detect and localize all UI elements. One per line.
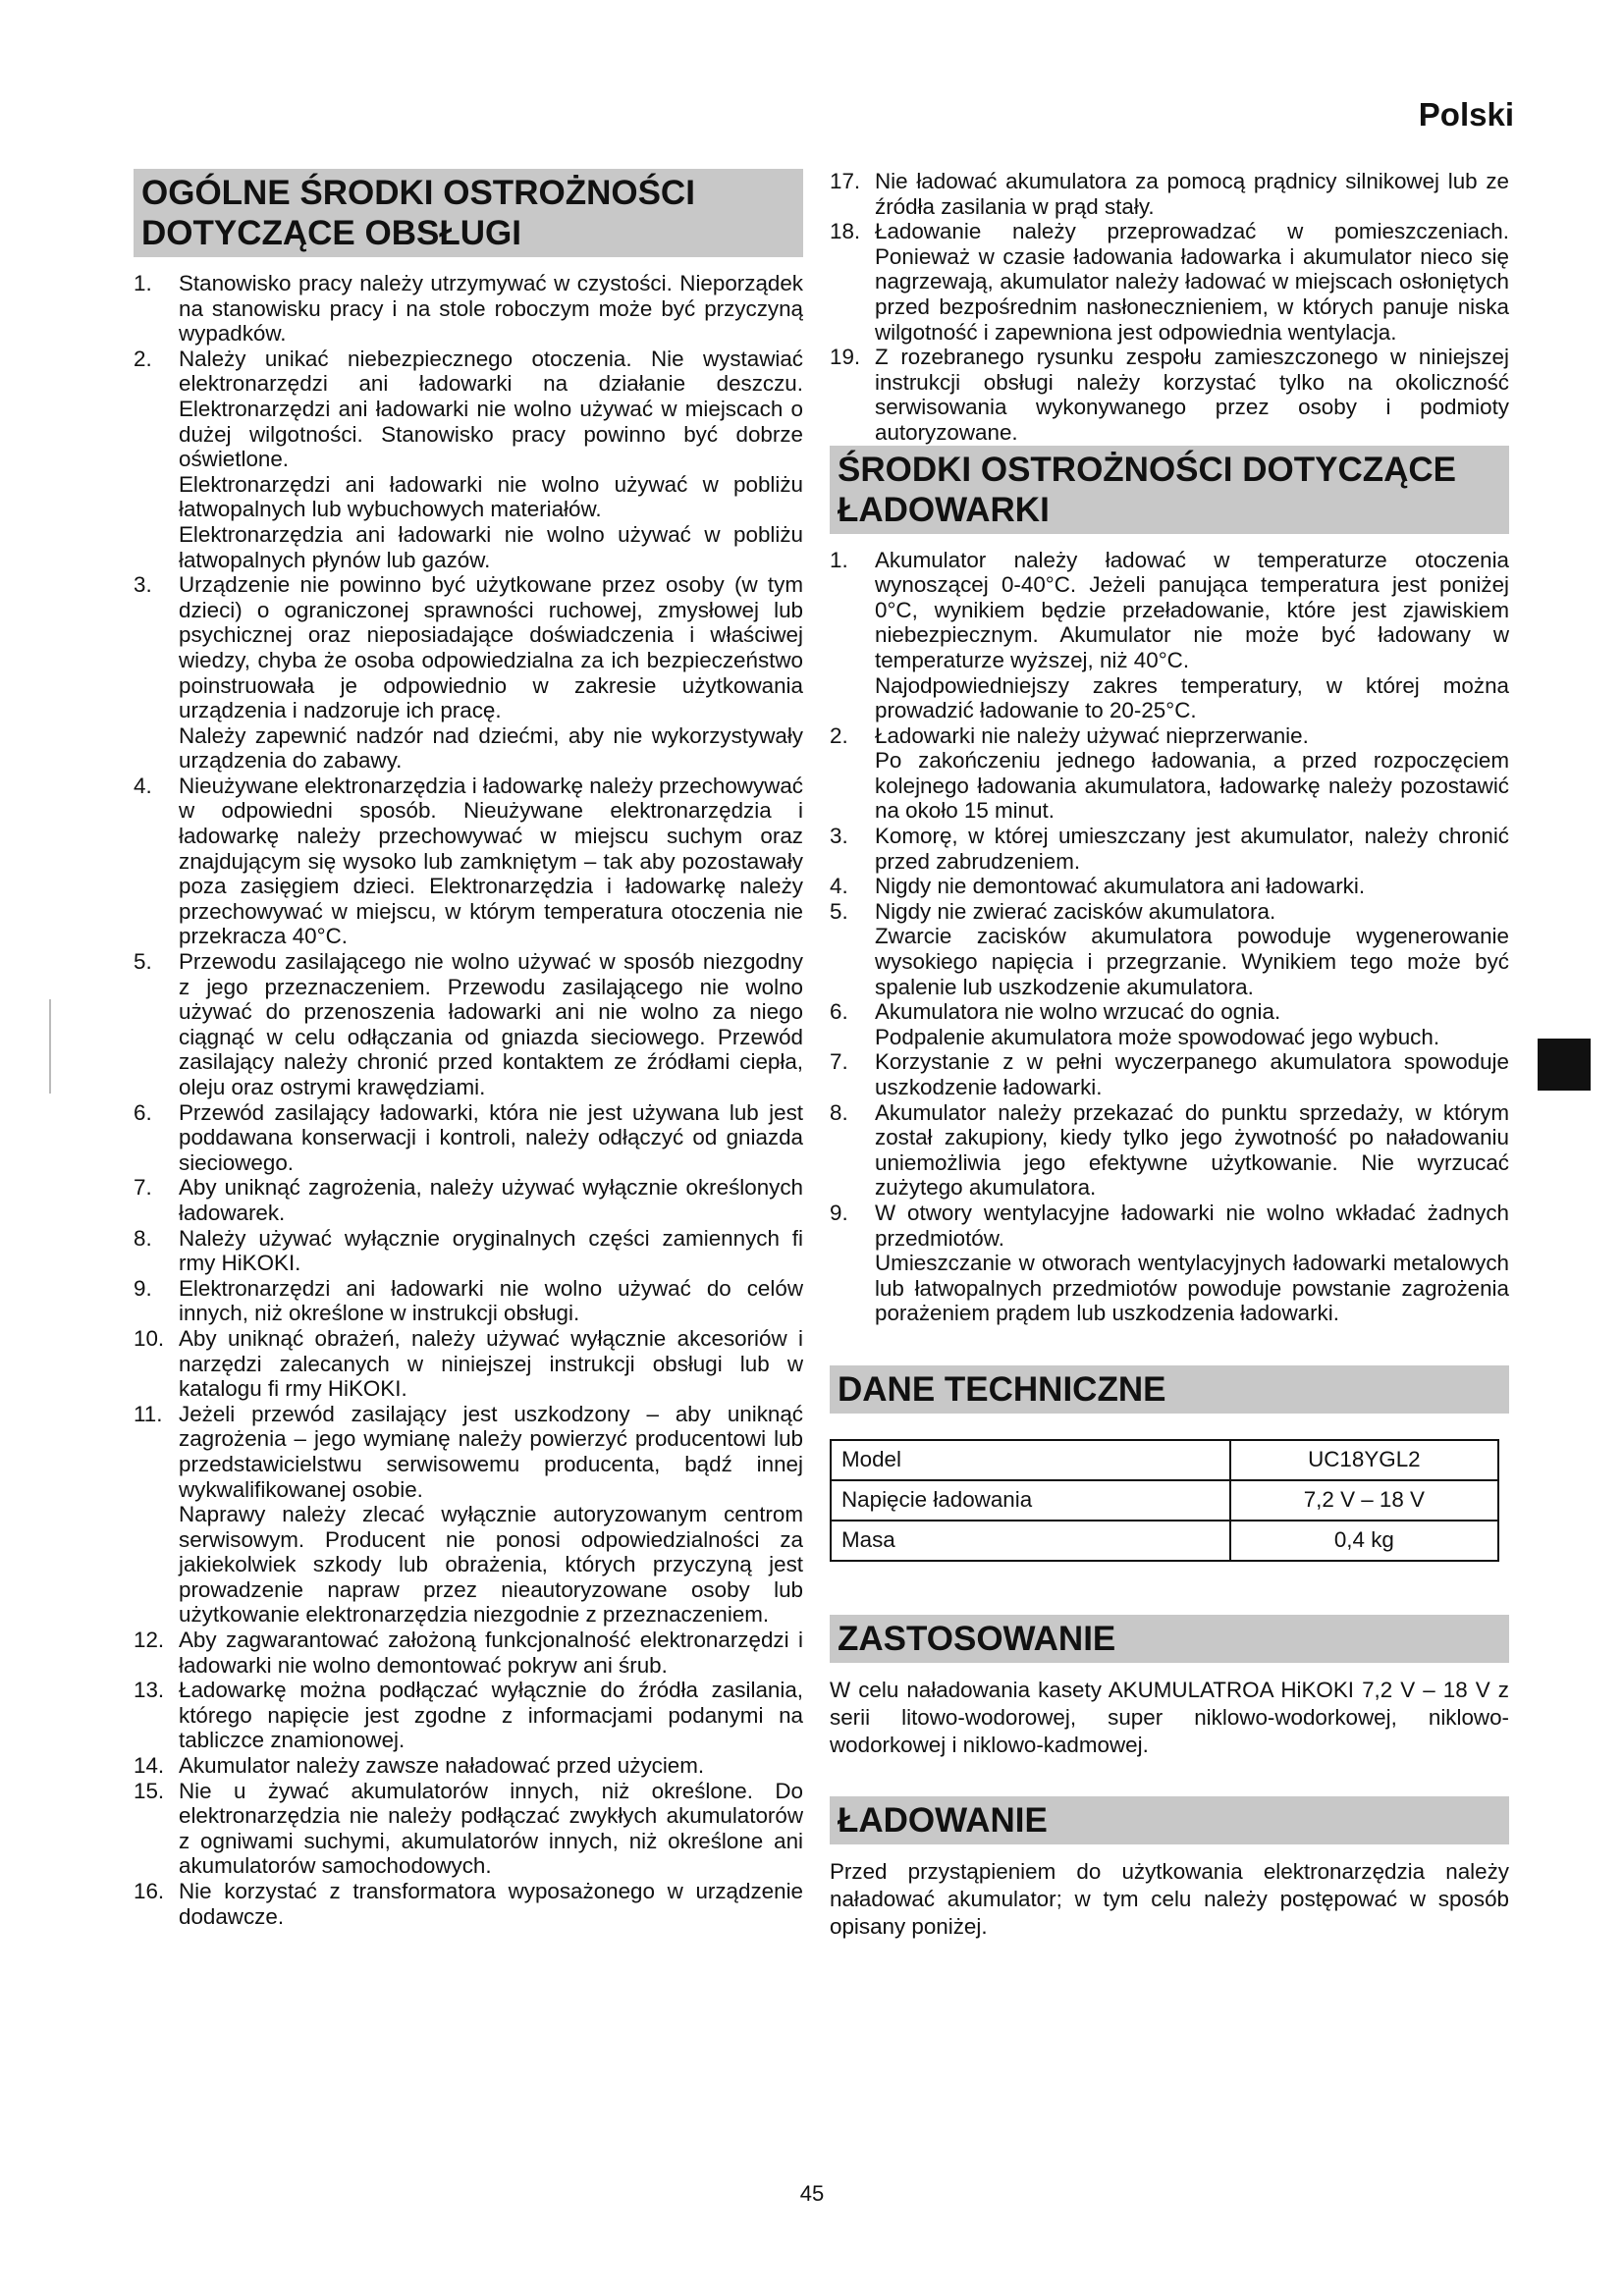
item-body <box>875 1201 1509 1326</box>
list-item <box>830 723 1509 824</box>
spec-label: Napięcie ładowania <box>831 1480 1230 1521</box>
list-item <box>134 1276 803 1326</box>
application-text: W celu naładowania kasety AKUMULATROA HiKOKI 7,2 V – 18 V z serii litowo-wodorowej, super niklowo-wodorkowej, niklowo-wodorkowej i niklowo-kadmowej. <box>830 1677 1509 1757</box>
item-number: 9. <box>134 1275 152 1301</box>
item-body <box>875 874 1509 899</box>
item-paragraph: Ładowanie należy przeprowadzać w pomieszczeniach. Ponieważ w czasie ładowania ładowarka i akumulator nieco się nagrzewają, akumulator należy ładować w miejscach osłoniętych przed bezpośrednim nasłonecznieniem, w których panuje niska wilgotność i zapewniona jest odpowiednia wentylacja. <box>875 219 1509 345</box>
item-paragraph: Przewód zasilający ładowarki, która nie jest używana lub jest poddawana konserwacji i kontroli, należy odłączyć od gniazda sieciowego. <box>179 1099 803 1175</box>
technical-data-heading: DANE TECHNICZNE <box>830 1365 1509 1414</box>
item-paragraph: Aby uniknąć zagrożenia, należy używać wyłącznie określonych ładowarek. <box>179 1175 803 1225</box>
item-paragraph: Nie u żywać akumulatorów innych, niż określone. Do elektronarzędzia nie należy podłączać zwykłych akumulatorów z ogniwami suchymi, akumulatorów innych, niż określone ani akumulatorów samochodowych. <box>179 1778 803 1879</box>
item-paragraph: Podpalenie akumulatora może spowodować jego wybuch. <box>875 1024 1440 1049</box>
spec-value: UC18YGL2 <box>1230 1440 1498 1480</box>
item-paragraph: Nie korzystać z transformatora wyposażonego w urządzenie dodawcze. <box>179 1879 803 1929</box>
charging-text: Przed przystąpieniem do użytkowania elektronarzędzia należy naładować akumulator; w tym celu należy postępować w sposób opisany poniżej. <box>830 1858 1509 1939</box>
item-paragraph: Jeżeli przewód zasilający jest uszkodzony – aby uniknąć zagrożenia – jego wymianę należy powierzyć producentowi lub przedstawicielstwu serwisowemu producenta, bądź innej wykwalifikowanej osobie. <box>179 1401 803 1502</box>
item-paragraph: Ładowarki nie należy używać nieprzerwanie. <box>875 722 1309 748</box>
item-body <box>179 1326 803 1402</box>
item-body <box>875 219 1509 345</box>
item-body <box>875 824 1509 874</box>
item-number: 19. <box>830 345 861 370</box>
list-item <box>134 1753 803 1779</box>
spec-label: Masa <box>831 1521 1230 1561</box>
item-paragraph: Akumulatora nie wolno wrzucać do ognia. <box>875 999 1281 1025</box>
list-item <box>134 1779 803 1879</box>
item-body <box>875 1100 1509 1201</box>
item-number: 7. <box>830 1049 848 1075</box>
item-number: 5. <box>830 898 848 924</box>
item-body <box>179 1226 803 1276</box>
item-number: 2. <box>830 722 848 748</box>
spec-value: 7,2 V – 18 V <box>1230 1480 1498 1521</box>
section-tab-marker <box>1538 1039 1591 1091</box>
item-paragraph: Nieużywane elektronarzędzia i ładowarkę należy przechowywać w odpowiedni sposób. Nieużywane elektronarzędzia i ładowarkę należy przechowywać w miejscu suchym oraz znajdującym się wysoko lub zamkniętym – tak aby pozostawały poza zasięgiem dzieci. Elektronarzędzia i ładowarkę należy przechowywać w miejscu, w którym temperatura otoczenia nie przekracza 40°C. <box>179 773 803 949</box>
list-item <box>134 774 803 949</box>
list-item <box>134 1326 803 1402</box>
list-item <box>134 1402 803 1628</box>
item-number: 7. <box>134 1175 152 1201</box>
item-number: 11. <box>134 1401 163 1426</box>
spec-label: Model <box>831 1440 1230 1480</box>
charging-heading: ŁADOWANIE <box>830 1796 1509 1844</box>
item-body <box>179 1678 803 1753</box>
technical-data-table <box>830 1439 1499 1562</box>
item-number: 3. <box>830 824 848 849</box>
item-paragraph: Urządzenie nie powinno być użytkowane przez osoby (w tym dzieci) o ograniczonej sprawności ruchowej, zmysłowej lub psychicznej oraz nieposiadające doświadczenia i właściwej wiedzy, chyba że osoba odpowiedzialna za ich bezpieczeństwo poinstruowała je odpowiednio w zakresie użytkowania urządzenia i nadzoruje ich pracę. <box>179 572 803 723</box>
item-paragraph: Akumulator należy przekazać do punktu sprzedaży, w którym został zakupiony, kiedy tylko jego żywotność po naładowaniu uniemożliwia jego efektywne użytkowanie. Nie wyrzucać zużytego akumulatora. <box>875 1099 1509 1201</box>
item-paragraph: Elektronarzędzia ani ładowarki nie wolno używać w pobliżu łatwopalnych płynów lub gazów. <box>179 521 803 572</box>
list-item <box>134 1226 803 1276</box>
item-number: 14. <box>134 1753 165 1779</box>
item-body <box>179 1753 803 1779</box>
item-number: 15. <box>134 1778 165 1803</box>
left-column <box>134 169 803 1929</box>
item-body <box>875 1049 1509 1099</box>
item-number: 16. <box>134 1879 165 1903</box>
item-body <box>875 169 1509 219</box>
list-item <box>830 824 1509 874</box>
item-body <box>179 1402 803 1628</box>
item-paragraph: Aby zagwarantować założoną funkcjonalność elektronarzędzi i ładowarki nie wolno demontować pokryw ani śrub. <box>179 1628 803 1678</box>
list-item <box>830 345 1509 445</box>
application-heading: ZASTOSOWANIE <box>830 1615 1509 1663</box>
item-paragraph: Akumulator należy zawsze naładować przed użyciem. <box>179 1753 705 1779</box>
item-body <box>875 899 1509 999</box>
list-item <box>134 1628 803 1678</box>
item-paragraph: Z rozebranego rysunku zespołu zamieszczonego w niniejszej instrukcji obsługi należy korzystać tylko na okoliczność serwisowania wykonywanego przez osoby i podmioty autoryzowane. <box>875 345 1509 445</box>
item-number: 13. <box>134 1678 165 1703</box>
item-paragraph: Nie ładować akumulatora za pomocą prądnicy silnikowej lub ze źródła zasilania w prąd stały. <box>875 169 1509 219</box>
language-label: Polski <box>1418 96 1514 133</box>
table-row <box>831 1480 1498 1521</box>
item-body <box>179 1628 803 1678</box>
item-paragraph: Po zakończeniu jednego ładowania, a przed rozpoczęciem kolejnego ładowania akumulatora, ładowarkę należy pozostawić na około 15 minut. <box>875 748 1509 824</box>
item-body <box>179 1879 803 1929</box>
item-number: 17. <box>830 169 861 193</box>
item-paragraph: Przewodu zasilającego nie wolno używać w sposób niezgodny z jego przeznaczeniem. Przewodu zasilającego nie wolno używać do przenoszenia ładowarki ani nie wolno za niego ciągnąć w celu odłączania od gniazda sieciowego. Przewód zasilający należy chronić przed kontaktem ze źródłami ciepła, oleju oraz ostrymi krawędziami. <box>179 949 803 1099</box>
spec-value: 0,4 kg <box>1230 1521 1498 1561</box>
table-row <box>831 1521 1498 1561</box>
list-item <box>830 548 1509 723</box>
list-item <box>830 874 1509 899</box>
item-body <box>875 548 1509 723</box>
list-item <box>830 169 1509 219</box>
list-item <box>134 1175 803 1225</box>
item-paragraph: Komorę, w której umieszczany jest akumulator, należy chronić przed zabrudzeniem. <box>875 824 1509 874</box>
item-body <box>875 999 1509 1049</box>
item-paragraph: Korzystanie z w pełni wyczerpanego akumulatora spowoduje uszkodzenie ładowarki. <box>875 1049 1509 1099</box>
list-item <box>134 271 803 347</box>
item-number: 18. <box>830 219 861 244</box>
right-column <box>830 169 1509 1978</box>
general-safety-heading: OGÓLNE ŚRODKI OSTROŻNOŚCI DOTYCZĄCE OBSŁUGI <box>134 169 803 257</box>
item-number: 12. <box>134 1628 165 1653</box>
item-body <box>179 949 803 1100</box>
item-body <box>179 1100 803 1176</box>
item-number: 9. <box>830 1200 848 1225</box>
item-body <box>875 723 1509 824</box>
item-paragraph: Elektronarzędzi ani ładowarki nie wolno używać do celów innych, niż określone w instrukcji obsługi. <box>179 1275 803 1326</box>
item-number: 4. <box>134 773 152 798</box>
table-row <box>831 1440 1498 1480</box>
item-number: 8. <box>134 1225 152 1251</box>
item-body <box>179 347 803 572</box>
item-number: 6. <box>134 1099 152 1125</box>
item-paragraph: Aby uniknąć obrażeń, należy używać wyłącznie akcesoriów i narzędzi zalecanych w niniejszej instrukcji obsługi lub w katalogu fi rmy HiKOKI. <box>179 1325 803 1402</box>
item-paragraph: Akumulator należy ładować w temperaturze otoczenia wynoszącej 0-40°C. Jeżeli panująca temperatura jest poniżej 0°C, wynikiem będzie przeładowanie, które jest zjawiskiem niebezpiecznym. Akumulator nie może być ładowany w temperaturze wyższej, niż 40°C. <box>875 547 1509 672</box>
item-paragraph: Umieszczanie w otworach wentylacyjnych ładowarki metalowych lub łatwopalnych przedmiotów powoduje powstanie zagrożenia porażeniem prądem lub uszkodzenia ładowarki. <box>875 1251 1509 1326</box>
item-number: 5. <box>134 949 152 975</box>
list-item <box>830 1201 1509 1326</box>
item-number: 8. <box>830 1099 848 1125</box>
list-item <box>830 1100 1509 1201</box>
item-body <box>179 271 803 347</box>
item-body <box>875 345 1509 445</box>
item-paragraph: Należy używać wyłącznie oryginalnych części zamiennych fi rmy HiKOKI. <box>179 1225 803 1276</box>
item-body <box>179 572 803 774</box>
charger-safety-heading: ŚRODKI OSTROŻNOŚCI DOTYCZĄCE ŁADOWARKI <box>830 446 1509 534</box>
list-item <box>830 899 1509 999</box>
general-safety-list-continued <box>830 169 1509 446</box>
item-paragraph: Naprawy należy zlecać wyłącznie autoryzowanym centrom serwisowym. Producent nie ponosi odpowiedzialności za jakiekolwiek szkody lub obrażenia, których przyczyną jest prowadzenie napraw przez nieautoryzowane osoby lub użytkowanie elektronarzędzia niezgodnie z przeznaczeniem. <box>179 1502 803 1628</box>
list-item <box>134 1100 803 1176</box>
item-number: 3. <box>134 572 152 598</box>
item-number: 4. <box>830 874 848 899</box>
item-paragraph: Najodpowiedniejszy zakres temperatury, w której można prowadzić ładowanie to 20-25°C. <box>875 672 1509 723</box>
page-number: 45 <box>799 2181 825 2206</box>
item-number: 10. <box>134 1325 165 1351</box>
item-body <box>179 1779 803 1879</box>
list-item <box>134 949 803 1100</box>
item-paragraph: Ładowarkę można podłączać wyłącznie do źródła zasilania, którego napięcie jest zgodne z informacjami podanymi na tabliczce znamionowej. <box>179 1678 803 1753</box>
item-paragraph: Należy unikać niebezpiecznego otoczenia. Nie wystawiać elektronarzędzi ani ładowarki na działanie deszczu. Elektronarzędzi ani ładowarki nie wolno używać w miejscach o dużej wilgotności. Stanowisko pracy powinno być dobrze oświetlone. <box>179 346 803 472</box>
item-number: 1. <box>134 271 152 295</box>
item-paragraph: Zwarcie zacisków akumulatora powoduje wygenerowanie wysokiego napięcia i przegrzanie. Wynikiem tego może być spalenie lub uszkodzenie akumulatora. <box>875 924 1509 999</box>
item-number: 2. <box>134 346 152 371</box>
item-body <box>179 774 803 949</box>
margin-mark <box>49 999 51 1094</box>
item-paragraph: Należy zapewnić nadzór nad dziećmi, aby nie wykorzystywały urządzenia do zabawy. <box>179 722 803 774</box>
item-number: 6. <box>830 999 848 1025</box>
item-body <box>179 1175 803 1225</box>
item-paragraph: Stanowisko pracy należy utrzymywać w czystości. Nieporządek na stanowisku pracy i na stole roboczym może być przyczyną wypadków. <box>179 271 803 347</box>
item-paragraph: Elektronarzędzi ani ładowarki nie wolno używać w pobliżu łatwopalnych lub wybuchowych materiałów. <box>179 471 803 522</box>
item-paragraph: W otwory wentylacyjne ładowarki nie wolno wkładać żadnych przedmiotów. <box>875 1200 1509 1251</box>
general-safety-list <box>134 271 803 1929</box>
list-item <box>134 1678 803 1753</box>
list-item <box>830 999 1509 1049</box>
item-body <box>179 1276 803 1326</box>
list-item <box>830 1049 1509 1099</box>
item-number: 1. <box>830 547 848 572</box>
charger-safety-list <box>830 548 1509 1326</box>
item-paragraph: Nigdy nie zwierać zacisków akumulatora. <box>875 898 1276 924</box>
list-item <box>134 1879 803 1929</box>
list-item <box>830 219 1509 345</box>
item-paragraph: Nigdy nie demontować akumulatora ani ładowarki. <box>875 874 1366 899</box>
list-item <box>134 347 803 572</box>
list-item <box>134 572 803 774</box>
